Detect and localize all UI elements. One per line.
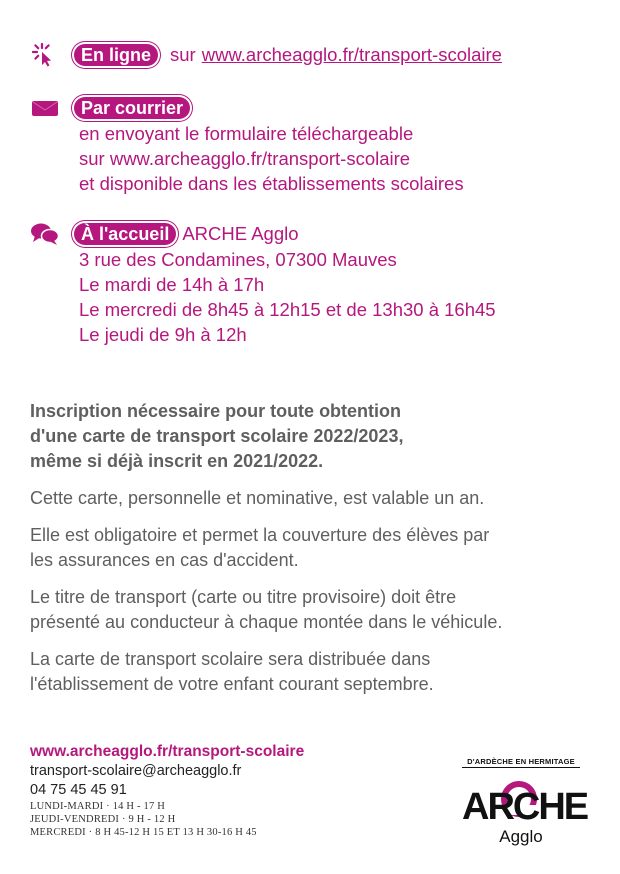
footer-hours-line: LUNDI-MARDI · 14 H - 17 H <box>30 801 166 812</box>
speech-bubbles-icon <box>30 222 60 246</box>
logo-wordmark: ARCHE <box>462 786 588 828</box>
info-bold-line: d'une carte de transport scolaire 2022/2023, <box>30 426 404 446</box>
footer-hours-line: MERCREDI · 8 H 45-12 H 15 ET 13 H 30-16 H 45 <box>30 827 257 838</box>
info-paragraph: Cette carte, personnelle et nominative, est valable un an. <box>30 488 485 508</box>
office-line: 3 rue des Condamines, 07300 Mauves <box>79 249 397 270</box>
online-url-link[interactable]: www.archeagglo.fr/transport-scolaire <box>201 44 502 65</box>
logo-tagline: D'ARDÈCHE EN HERMITAGE <box>462 757 580 768</box>
info-block <box>30 399 600 697</box>
logo-subtitle: Agglo <box>499 827 543 846</box>
office-line: Le jeudi de 9h à 12h <box>79 324 247 345</box>
click-icon <box>30 43 60 67</box>
info-bold-line: même si déjà inscrit en 2021/2022. <box>30 451 324 471</box>
footer-phone: 04 75 45 45 91 <box>30 782 127 798</box>
online-row <box>30 42 502 67</box>
footer-email-link[interactable]: transport-scolaire@archeagglo.fr <box>30 763 242 779</box>
office-line: Le mardi de 14h à 17h <box>79 274 265 295</box>
mail-row <box>30 96 190 120</box>
footer-contact <box>30 742 304 839</box>
office-row <box>30 221 299 246</box>
office-pill: À l'accueil <box>74 223 176 245</box>
info-bold-line: Inscription nécessaire pour toute obtention <box>30 401 402 421</box>
office-name: ARCHE Agglo <box>182 223 299 244</box>
info-paragraph: l'établissement de votre enfant courant septembre. <box>30 674 434 694</box>
info-paragraph: La carte de transport scolaire sera distribuée dans <box>30 649 431 669</box>
arche-agglo-logo <box>462 757 588 853</box>
online-prefix: sur <box>170 44 196 65</box>
info-paragraph: Le titre de transport (carte ou titre provisoire) doit être <box>30 587 457 607</box>
mail-line: et disponible dans les établissements scolaires <box>79 173 464 194</box>
envelope-icon <box>30 96 60 120</box>
office-text <box>79 247 496 347</box>
footer-website-link[interactable]: www.archeagglo.fr/transport-scolaire <box>30 743 305 760</box>
info-paragraph: Elle est obligatoire et permet la couverture des élèves par <box>30 525 490 545</box>
info-paragraph: les assurances en cas d'accident. <box>30 550 299 570</box>
mail-pill: Par courrier <box>74 97 190 119</box>
mail-line: en envoyant le formulaire téléchargeable <box>79 123 414 144</box>
office-line: Le mercredi de 8h45 à 12h15 et de 13h30 à 16h45 <box>79 299 496 320</box>
footer-hours-line: JEUDI-VENDREDI · 9 H - 12 H <box>30 814 176 825</box>
online-pill: En ligne <box>74 44 158 66</box>
info-paragraph: présenté au conducteur à chaque montée dans le véhicule. <box>30 612 503 632</box>
mail-text <box>79 121 464 196</box>
mail-line: sur www.archeagglo.fr/transport-scolaire <box>79 148 411 169</box>
